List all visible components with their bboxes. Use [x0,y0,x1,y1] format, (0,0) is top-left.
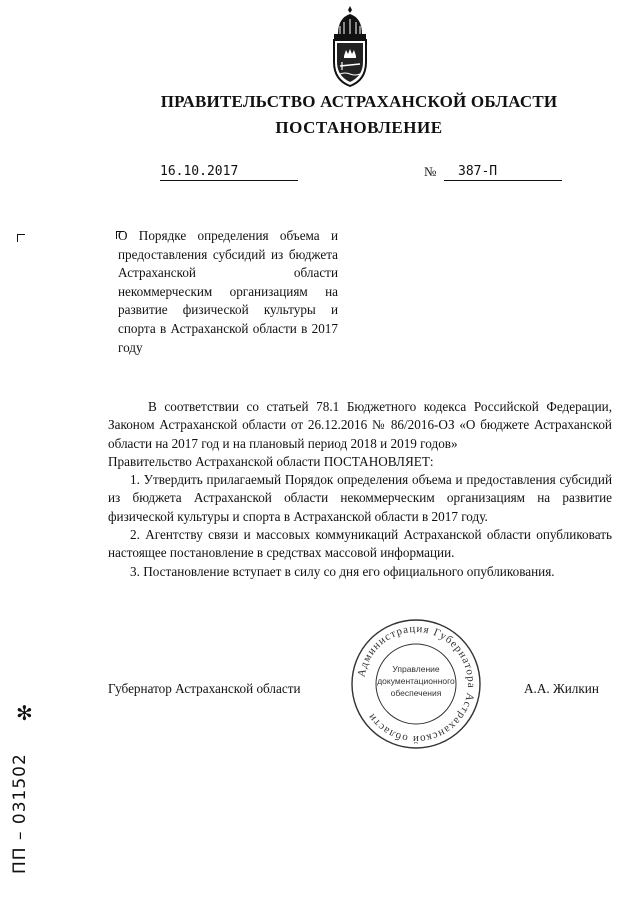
seal-center-line-2: документационного [377,676,455,686]
signatory-name: А.А. Жилкин [524,681,599,696]
document-subject: О Порядке определения объема и предоставления субсидий из бюджета Астраханской области некоммерческим организациям на развитие физической культуры и спорта в Астраханской области в 2017 году [118,228,338,355]
signatory-title: Губернатор Астраханской области [108,681,301,696]
decree-paragraph: Правительство Астраханской области ПОСТАНОВЛЯЕТ: [108,453,434,469]
archive-code: ПП – 031502 [10,753,30,874]
seal-ring-text: Администрация Губернатора Астраханской области [355,622,478,746]
preamble-paragraph: В соответствии со статьей 78.1 Бюджетного кодекса Российской Федерации, Законом Астраханской области от 26.12.2016 № 86/2016-ОЗ «О бюджете Астраханской области на 2017 год и на плановый период 2018 и 2019 годов» [108,399,612,451]
document-body [108,398,612,581]
margin-corner-mark [17,234,25,242]
document-type-title: ПОСТАНОВЛЕНИЕ [275,118,443,137]
document-date: 16.10.2017 [160,164,298,181]
seal-center-line-1: Управление [392,664,440,674]
document-number-label: № [424,164,437,179]
archive-mark: ✻ [16,701,33,725]
document-number: 387-П [444,164,562,181]
organization-title: ПРАВИТЕЛЬСТВО АСТРАХАНСКОЙ ОБЛАСТИ [160,92,558,111]
seal-center-line-3: обеспечения [390,688,442,698]
coat-of-arms-emblem [320,4,380,88]
item-paragraph-1: 1. Утвердить прилагаемый Порядок определения объема и предоставления субсидий из бюджета Астраханской области некоммерческим организациям на развитие физической культуры и спорта в Астраханской области в 2017 году. [108,472,612,524]
item-paragraph-3: 3. Постановление вступает в силу со дня его официального опубликования. [130,563,555,579]
item-paragraph-2: 2. Агентству связи и массовых коммуникаций Астраханской области опубликовать настоящее постановление в средствах массовой информации. [108,527,612,561]
official-seal-stamp [348,616,484,752]
